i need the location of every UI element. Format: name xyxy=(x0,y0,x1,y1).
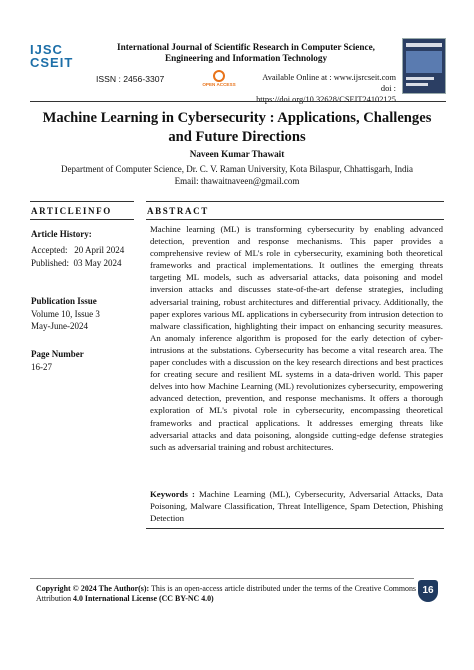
page-number-badge: 16 xyxy=(418,580,438,602)
issn: ISSN : 2456-3307 xyxy=(96,74,165,84)
keywords-list: Machine Learning (ML), Cybersecurity, Adversarial Attacks, Data Poisoning, Malware Classification, Threat Intelligence, Spam Detection, Phishing Detection xyxy=(150,489,443,524)
affiliation: Department of Computer Science, Dr. C. V. Raman University, Kota Bilaspur, Chhattisgarh, India xyxy=(61,164,413,174)
logo-line1: IJSC xyxy=(30,42,63,57)
license-link[interactable]: 4.0 International License (CC BY-NC 4.0) xyxy=(73,594,214,603)
journal-logo xyxy=(30,42,80,82)
issue-period: May-June-2024 xyxy=(31,321,88,332)
article-info xyxy=(31,228,135,389)
copyright-text: This is an open-access article distributed under the terms of the Creative Commons Attribution xyxy=(36,584,416,603)
page-number-heading: Page Number xyxy=(31,349,84,360)
logo-line2: CSEIT xyxy=(30,55,74,70)
author-email[interactable]: Email: thawaitnaveen@gmail.com xyxy=(174,176,300,186)
history-heading: Article History: xyxy=(31,229,92,239)
copyright-footer xyxy=(36,584,416,604)
affiliation-block xyxy=(30,163,444,187)
keywords xyxy=(150,488,443,524)
info-heading-rule xyxy=(30,219,134,220)
info-top-rule xyxy=(30,201,134,202)
footer-rule xyxy=(30,578,414,579)
journal-header xyxy=(30,38,446,104)
published-date: Published: 03 May 2024 xyxy=(31,257,122,268)
abstract-heading-rule xyxy=(146,219,444,220)
abstract-bottom-rule xyxy=(146,528,444,529)
page-range: 16-27 xyxy=(31,361,52,372)
journal-cover-image xyxy=(402,38,446,94)
open-access-label: OPEN ACCESS xyxy=(202,82,236,87)
publication-issue-heading: Publication Issue xyxy=(31,296,97,307)
author-name: Naveen Kumar Thawait xyxy=(189,149,285,159)
article-info-heading: ARTICLEINFO xyxy=(31,206,112,216)
doi-link[interactable]: doi : https://doi.org/10.32628/CSEIT24102125 xyxy=(256,84,396,104)
keywords-label: Keywords : xyxy=(150,489,195,499)
abstract-top-rule xyxy=(146,201,444,202)
header-divider xyxy=(30,101,446,102)
journal-name: International Journal of Scientific Research in Computer Science, Engineering and Information Technology xyxy=(117,42,375,63)
article-title: Machine Learning in Cybersecurity : Applications, Challenges and Future Directions xyxy=(42,110,432,145)
copyright-label: Copyright © 2024 The Author(s): xyxy=(36,584,150,593)
accepted-date: Accepted: 20 April 2024 xyxy=(31,245,125,256)
abstract-heading: ABSTRACT xyxy=(147,206,209,216)
volume-issue: Volume 10, Issue 3 xyxy=(31,308,100,319)
open-access-icon xyxy=(202,70,236,87)
abstract-text: Machine learning (ML) is transforming cybersecurity by enabling advanced detection, prevention and response mechanisms. This paper provides a comprehensive review of ML's role in cybersecurity, examining both theoretical frameworks and practical implementations. It outlines the emerging threats targeting ML models, such as adversarial attacks, data poisoning and model inversion attacks and discusses state-of-the-art defense strategies, including adversarial training, robust architectures and differential privacy. Additionally, the paper explores various ML applications in cybersecurity from intrusion detection to malware classification, highlighting their impact on enhancing security measures. An anomaly inference algorithm is proposed for the early detection of cyber-intrusions at the substations. Cybersecurity has become a vital research area. The paper concludes with a discussion on the key research directions and best practices for creating secure and resilient ML systems in a data-driven world. This paper delves into how Machine Learning (ML) revolutionizes cybersecurity, empowering advanced detection, prevention, and response mechanisms. It offers a thorough exploration of ML's pivotal role in cybersecurity, encompassing theoretical frameworks and practical applications. It addresses emerging threats like adversarial attacks and data poisoning, alongside cutting-edge defense strategies such as adversarial training and robust architectures. xyxy=(150,224,443,452)
available-online[interactable]: Available Online at : www.ijsrcseit.com xyxy=(262,73,396,82)
